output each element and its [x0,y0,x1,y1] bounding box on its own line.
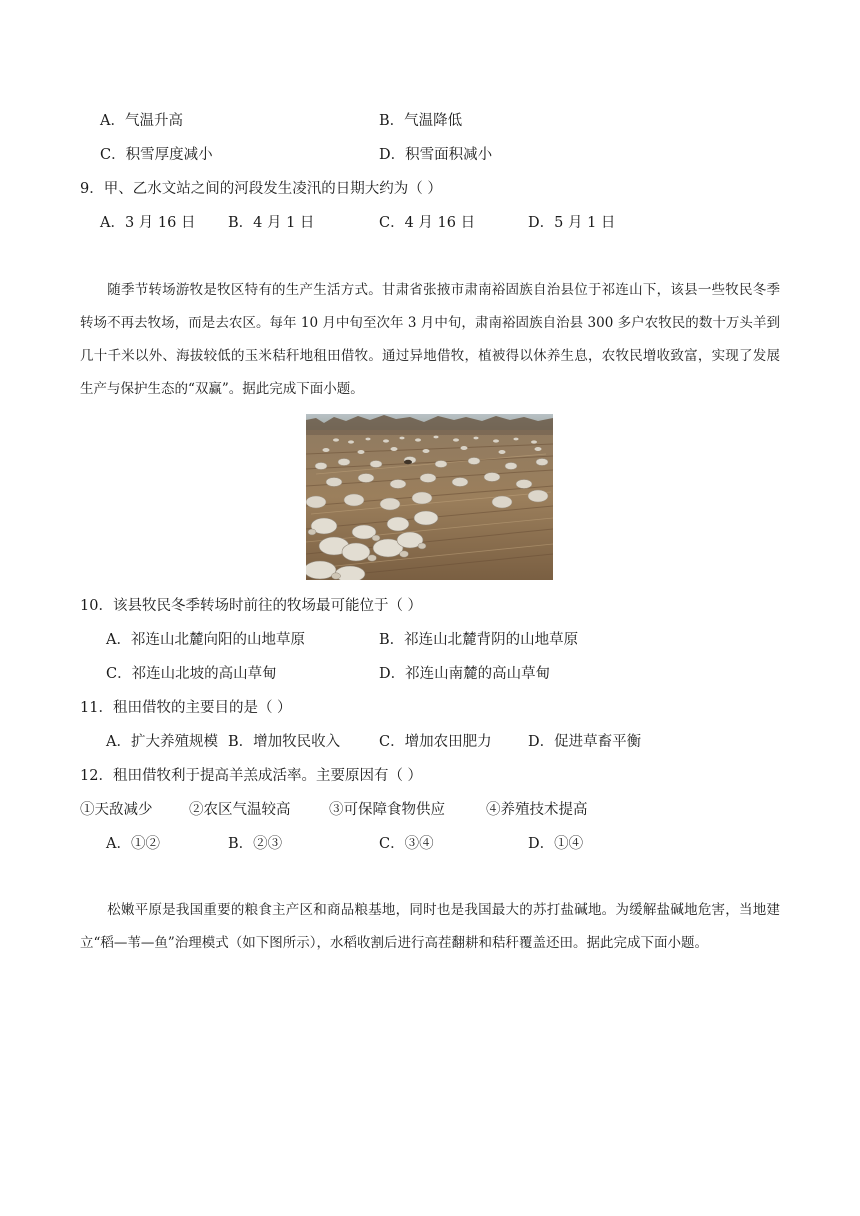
q11-stem: 11．租田借牧的主要目的是（ ） [80,700,292,716]
q12-option-d: D．①④ [528,836,584,852]
sheep-field-photo [306,414,553,580]
q11-option-c: C．增加农田肥力 [379,734,492,750]
q9-option-d: D．5 月 1 日 [528,215,616,231]
passage-saline-land [80,894,780,960]
q9-option-c: C．4 月 16 日 [379,215,476,231]
q12-statement-2: ②农区气温较高 [189,802,291,818]
q11-option-b: B．增加牧民收入 [228,734,341,750]
q12-option-b: B．②③ [228,836,283,852]
q10-option-b: B．祁连山北麓背阴的山地草原 [379,632,579,648]
q8-option-a: A．气温升高 [100,113,183,129]
q9-stem: 9．甲、乙水文站之间的河段发生凌汛的日期大约为（ ） [80,181,442,197]
q9-option-b: B．4 月 1 日 [228,215,315,231]
passage-grazing [80,274,780,406]
q12-option-a: A．①② [106,836,160,852]
q12-option-c: C．③④ [379,836,434,852]
q12-stem: 12．租田借牧利于提高羊羔成活率。主要原因有（ ） [80,768,423,784]
q12-statement-4: ④养殖技术提高 [486,802,588,818]
q9-option-a: A．3 月 16 日 [100,215,196,231]
q10-stem: 10．该县牧民冬季转场时前往的牧场最可能位于（ ） [80,598,423,614]
q11-option-a: A．扩大养殖规模 [106,734,218,750]
q12-statement-3: ③可保障食物供应 [329,802,445,818]
q12-statement-1: ①天敌减少 [80,802,153,818]
q8-option-b: B．气温降低 [379,113,463,129]
passage-saline-land-text: 松嫩平原是我国重要的粮食主产区和商品粮基地，同时也是我国最大的苏打盐碱地。为缓解盐碱地危害，当地建立“稻—苇—鱼”治理模式（如下图所示），水稻收割后进行高茬翻耕和秸秆覆盖还田。据此完成下面小题。 [80,902,780,951]
passage-grazing-text: 随季节转场游牧是牧区特有的生产生活方式。甘肃省张掖市肃南裕固族自治县位于祁连山下，该县一些牧民冬季转场不再去牧场，而是去农区。每年 10 月中旬至次年 3 月中旬，肃南裕固族自治县 300 多户农牧民的数十万头羊到几十千米以外、海拔较低的玉米秸秆地租田借牧。通过异地借牧，植被得以休养生息，农牧民增收致富，实现了发展生产与保护生态的“双赢”。据此完成下面小题。 [80,282,780,397]
q8-option-d: D．积雪面积减小 [379,147,493,163]
q10-option-c: C．祁连山北坡的高山草甸 [106,666,277,682]
q10-option-d: D．祁连山南麓的高山草甸 [379,666,551,682]
q10-option-a: A．祁连山北麓向阳的山地草原 [106,632,305,648]
q8-option-c: C．积雪厚度减小 [100,147,213,163]
q11-option-d: D．促进草畜平衡 [528,734,642,750]
